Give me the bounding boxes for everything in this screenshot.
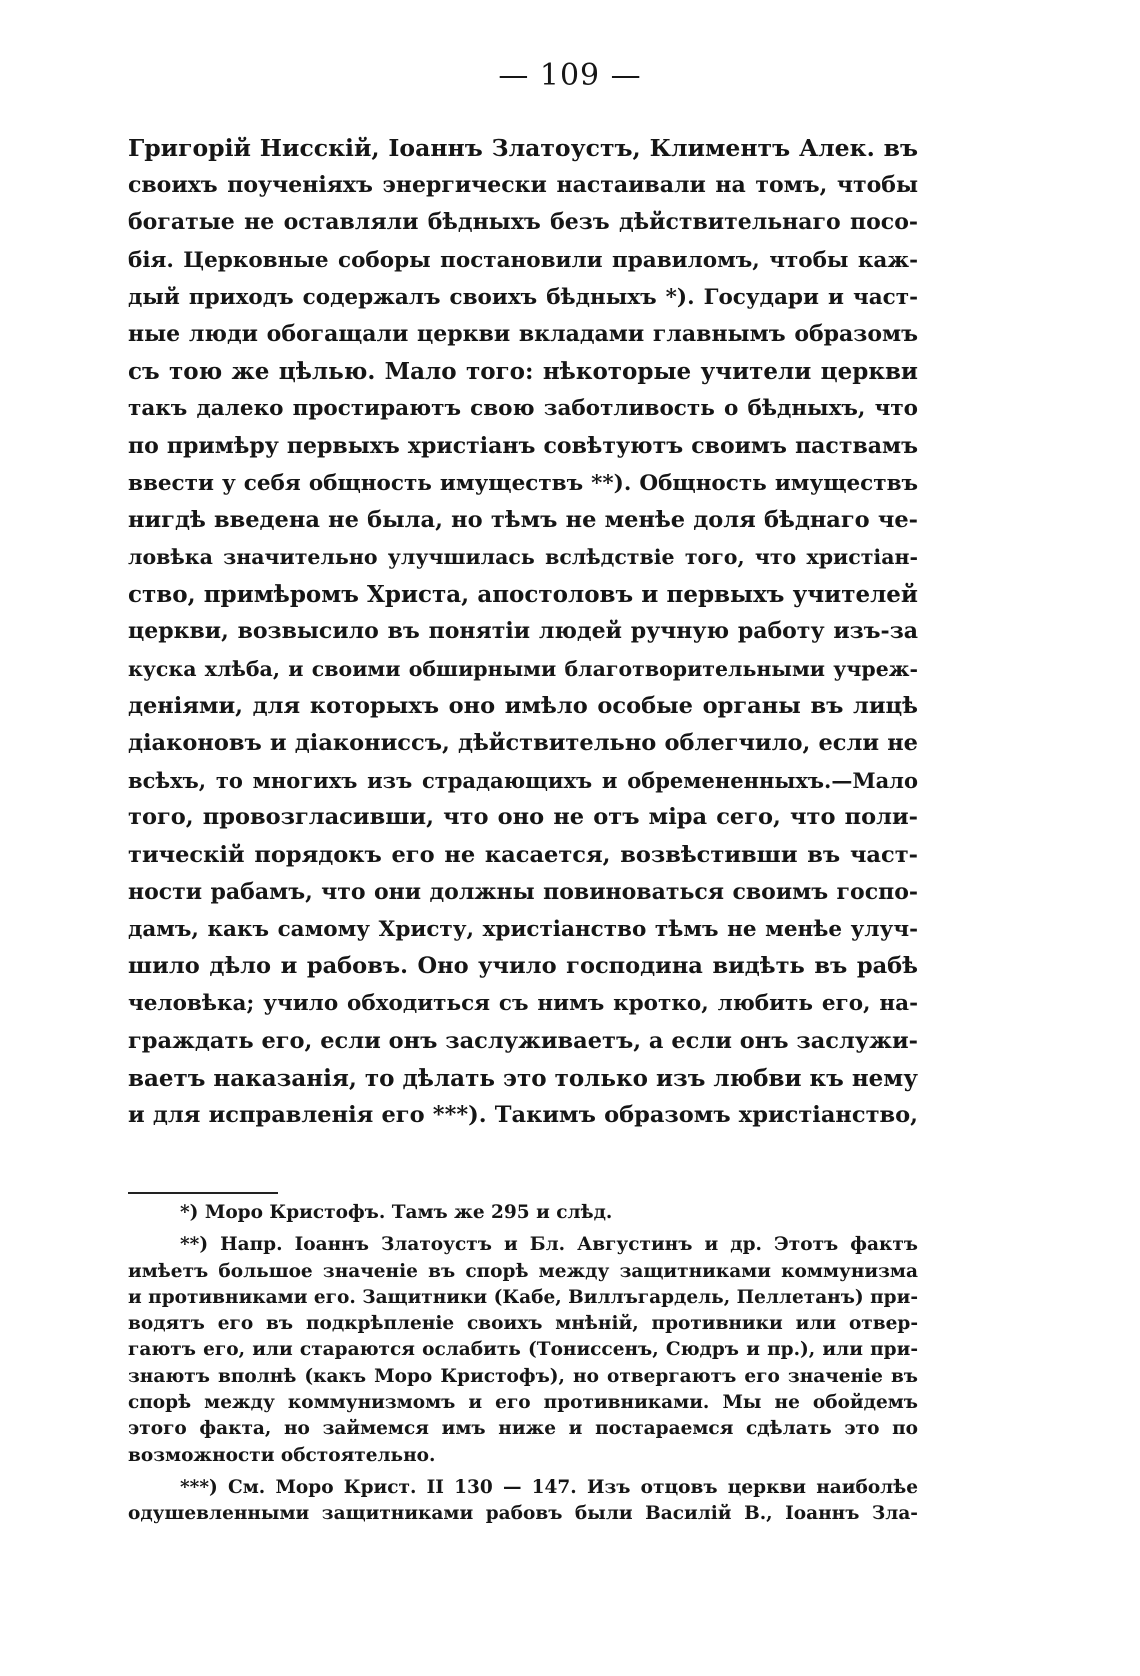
text-line: дый приходъ содержалъ своихъ бѣдныхъ *). Государи и част- — [128, 284, 918, 310]
text-line: человѣка; учило обходиться съ нимъ кротко, любить его, на- — [128, 991, 918, 1017]
text-line: ловѣка значительно улучшилась вслѣдствіе того, что христіан- — [128, 545, 918, 570]
footnotes — [128, 1200, 918, 1528]
text-line: всѣхъ, то многихъ изъ страдающихъ и обремененныхъ.—Мало — [128, 768, 918, 794]
text-line: по примѣру первыхъ христіанъ совѣтуютъ своимъ паствамъ — [128, 432, 918, 459]
footnote-line: водятъ его въ подкрѣпленіе своихъ мнѣній, противники или отвер- — [128, 1313, 918, 1335]
footnote-1 — [128, 1200, 918, 1226]
footnote-line: этого факта, но займемся имъ ниже и постараемся сдѣлать это по — [128, 1418, 918, 1440]
text-line: куска хлѣба, и своими обширными благотворительными учреж- — [128, 656, 918, 681]
footnote-3 — [128, 1475, 918, 1528]
text-line: съ тою же цѣлью. Мало того: нѣкоторые учители церкви — [128, 358, 918, 386]
footnote-line: одушевленными защитниками рабовъ были Василій В., Іоаннъ Зла- — [128, 1503, 918, 1525]
text-line: деніями, для которыхъ оно имѣло особые органы въ лицѣ — [128, 692, 918, 719]
text-line: дамъ, какъ самому Христу, христіанство тѣмъ не менѣе улуч- — [128, 916, 918, 942]
footnote-line: имѣетъ большое значеніе въ спорѣ между защитниками коммунизма — [128, 1260, 918, 1282]
footnote-2 — [128, 1232, 918, 1469]
text-line: граждать его, если онъ заслуживаетъ, а если онъ заслужи- — [128, 1027, 918, 1054]
text-line: того, провозгласивши, что оно не отъ міра сего, что поли- — [128, 804, 918, 831]
text-line: ные люди обогащали церкви вкладами главнымъ образомъ — [128, 320, 918, 347]
text-line: своихъ поученіяхъ энергически настаивали на томъ, чтобы — [128, 172, 918, 199]
footnote-line: спорѣ между коммунизмомъ и его противниками. Мы не обойдемъ — [128, 1392, 918, 1414]
text-line: церкви, возвысило въ понятіи людей ручную работу изъ-за — [128, 618, 918, 645]
text-line: Григорій Нисскій, Іоаннъ Златоустъ, Климентъ Алек. въ — [128, 134, 918, 162]
text-line: ство, примѣромъ Христа, апостоловъ и первыхъ учителей — [128, 581, 918, 609]
footnote-line: ***) См. Моро Крист. II 130 — 147. Изъ отцовъ церкви наиболѣе — [180, 1476, 918, 1498]
text-line: богатые не оставляли бѣдныхъ безъ дѣйствительнаго посо- — [128, 209, 918, 236]
text-line: ввести у себя общность имуществъ **). Общность имуществъ — [128, 470, 918, 496]
text-line: тическій порядокъ его не касается, возвѣстивши въ част- — [128, 841, 918, 868]
footnote-line: *) Моро Кристофъ. Тамъ же 295 и слѣд. — [180, 1202, 613, 1223]
text-line: шило дѣло и рабовъ. Оно учило господина видѣть въ рабѣ — [128, 953, 918, 980]
footnote-line: возможности обстоятельно. — [128, 1444, 436, 1466]
page-number: — 109 — — [498, 58, 642, 93]
footnote-line: знаютъ вполнѣ (какъ Моро Кристофъ), но отвергаютъ его значеніе въ — [128, 1365, 918, 1387]
footnote-line: гаютъ его, или стараются ослабить (Тониссенъ, Сюдръ и пр.), или при- — [128, 1339, 918, 1361]
main-text — [128, 130, 918, 1134]
footnote-line: и противниками его. Защитники (Кабе, Виллъгардель, Пеллетанъ) при- — [128, 1286, 918, 1308]
text-line: нигдѣ введена не была, но тѣмъ не менѣе доля бѣднаго че- — [128, 506, 918, 533]
text-line: бія. Церковные соборы постановили правиломъ, чтобы каж- — [128, 247, 918, 273]
text-line: ваетъ наказанія, то дѣлать это только изъ любви къ нему — [128, 1064, 918, 1092]
footnote-line: **) Напр. Іоаннъ Златоустъ и Бл. Августинъ и др. Этотъ фактъ — [180, 1234, 918, 1256]
text-line: ности рабамъ, что они должны повиноваться своимъ госпо- — [128, 878, 918, 905]
footnote-divider — [128, 1192, 278, 1194]
text-line: такъ далеко простираютъ свою заботливость о бѣдныхъ, что — [128, 396, 918, 422]
text-line: діаконовъ и діакониссъ, дѣйствительно облегчило, если не — [128, 730, 918, 756]
text-line: и для исправленія его ***). Такимъ образомъ христіанство, — [128, 1101, 918, 1128]
